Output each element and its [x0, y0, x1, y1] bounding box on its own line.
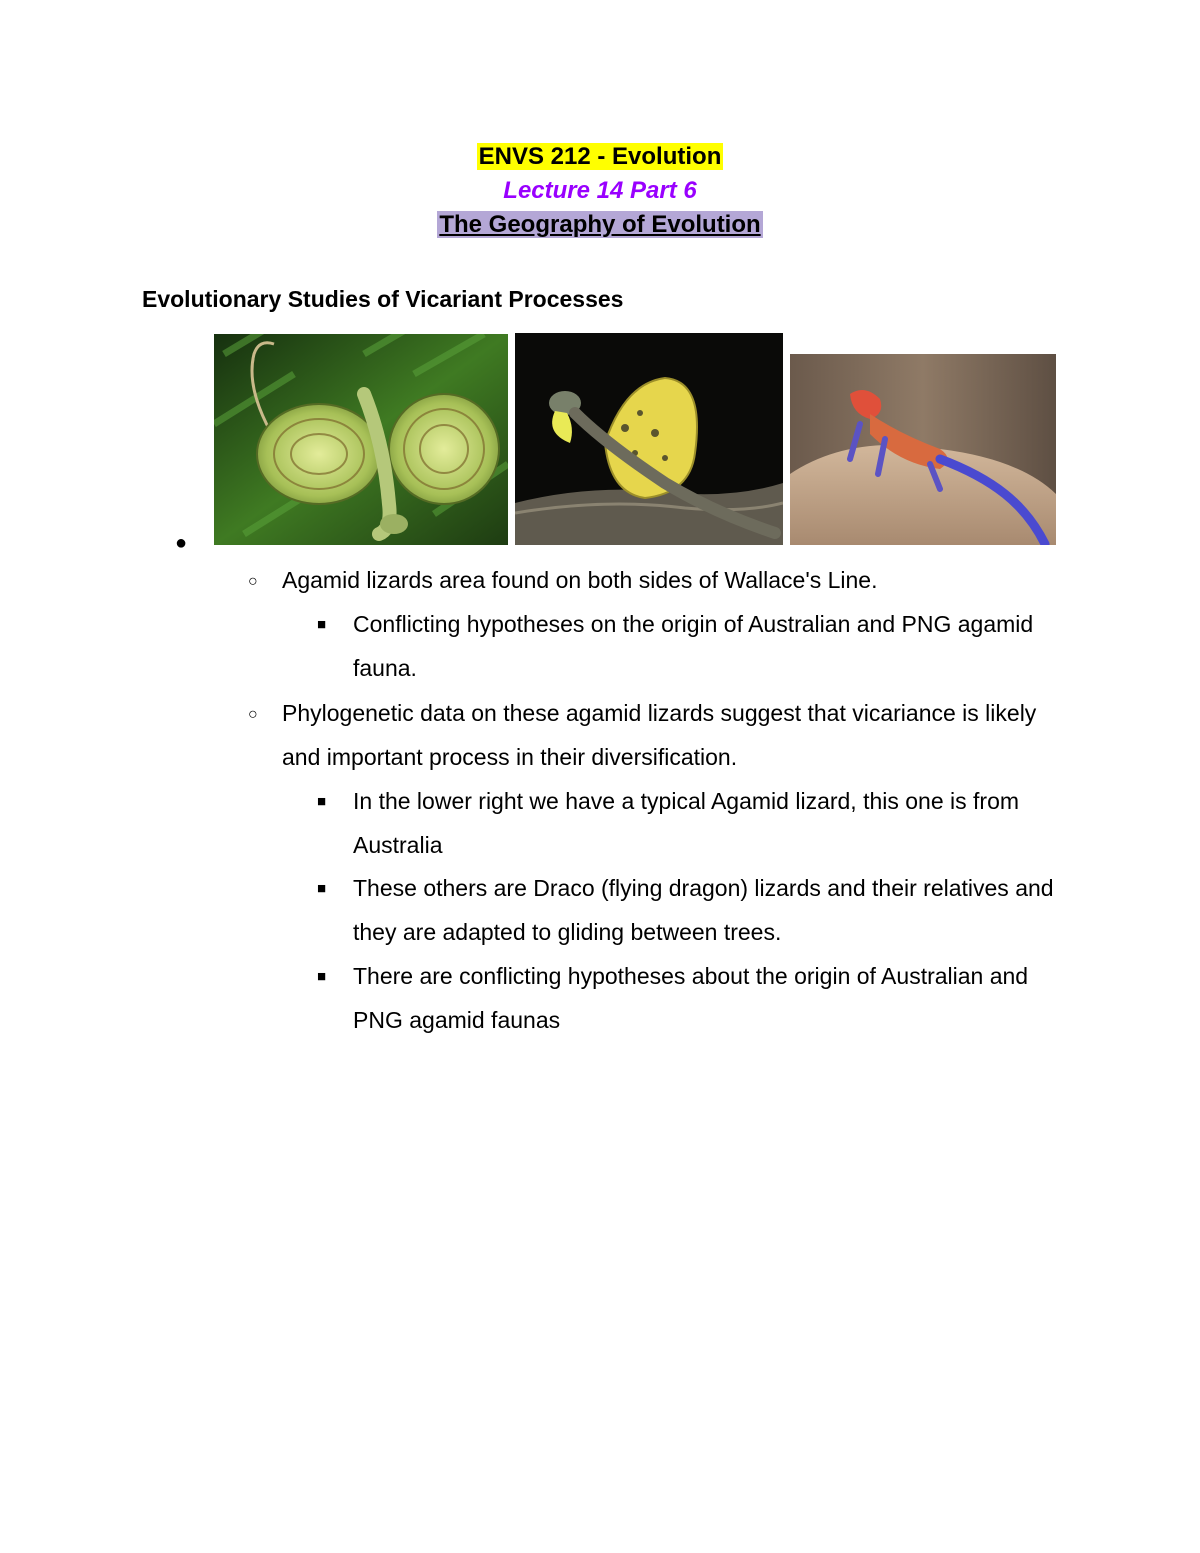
level2-bullet: ○	[248, 706, 258, 723]
course-title: ENVS 212 - Evolution	[478, 143, 722, 170]
agama-red-blue-lizard-photo	[790, 354, 1056, 545]
level3-bullet: ■	[317, 880, 327, 897]
topic-title: The Geography of Evolution	[439, 211, 761, 238]
title-block	[0, 140, 1200, 242]
list-item	[317, 954, 1073, 1042]
lecture-title-line	[0, 174, 1200, 208]
course-title-line	[0, 140, 1200, 174]
topic-title-line	[0, 208, 1200, 242]
list-item	[248, 691, 1072, 779]
list-item	[317, 866, 1073, 954]
list-item-text: Conflicting hypotheses on the origin of Australian and PNG agamid fauna.	[353, 611, 1034, 681]
level2-bullet: ○	[248, 573, 258, 590]
level3-bullet: ■	[317, 616, 327, 633]
draco-green-lizard-photo	[214, 334, 508, 545]
level3-bullet: ■	[317, 793, 327, 810]
level1-bullet: ●	[175, 532, 188, 554]
lecture-title: Lecture 14 Part 6	[503, 177, 697, 204]
list-item-text: These others are Draco (flying dragon) lizards and their relatives and they are adapted to gliding between trees.	[353, 875, 1054, 945]
section-heading: Evolutionary Studies of Vicariant Processes	[142, 286, 624, 312]
level3-bullet: ■	[317, 968, 327, 985]
draco-yellow-lizard-photo	[515, 333, 783, 545]
list-item-text: Phylogenetic data on these agamid lizards suggest that vicariance is likely and important process in their diversification.	[282, 700, 1037, 770]
list-item-text: Agamid lizards area found on both sides of Wallace's Line.	[282, 567, 878, 593]
list-item	[248, 558, 1072, 602]
list-item	[317, 779, 1073, 867]
list-item-text: There are conflicting hypotheses about the origin of Australian and PNG agamid faunas	[353, 963, 1029, 1033]
list-item-text: In the lower right we have a typical Agamid lizard, this one is from Australia	[353, 788, 1020, 858]
list-item	[317, 602, 1073, 690]
